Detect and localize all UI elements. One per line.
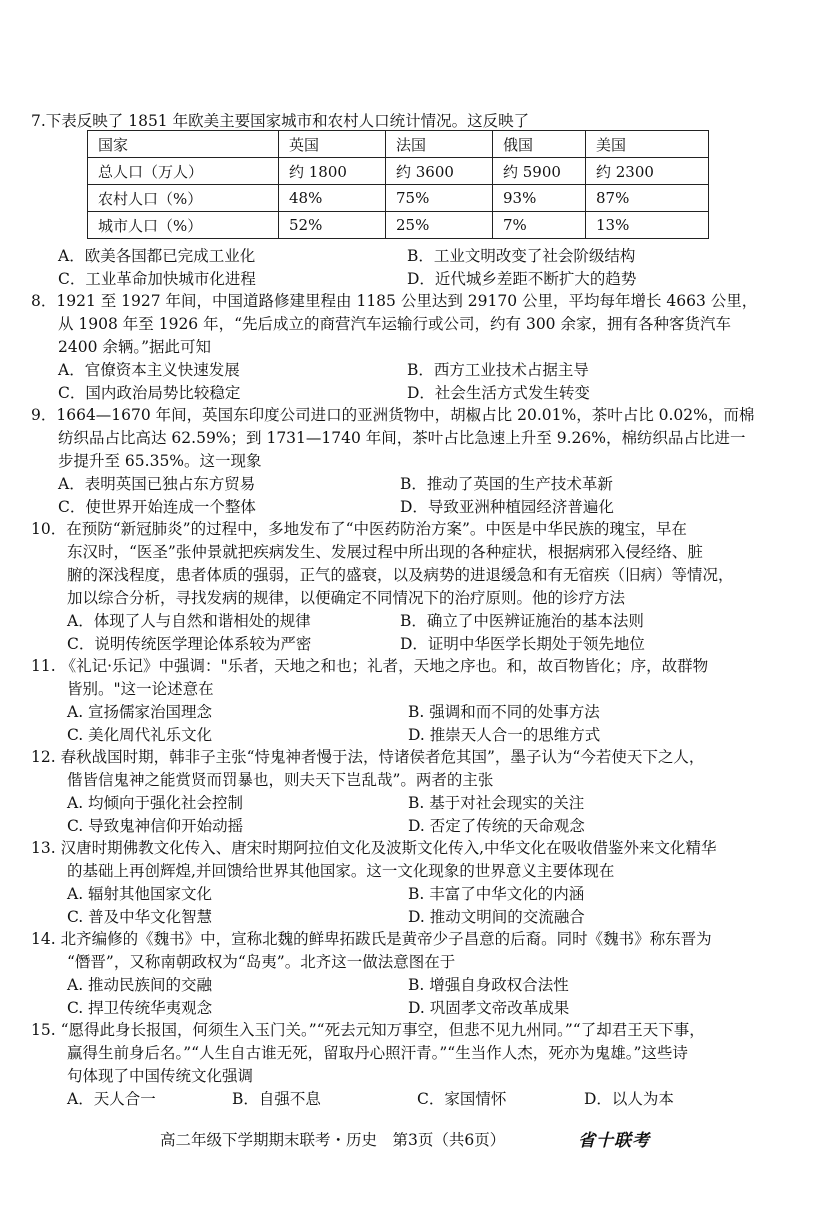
q8-option-d: D．社会生活方式发生转变 (407, 384, 590, 402)
table-cell: 约 3600 (386, 158, 493, 185)
q10-option-b: B．确立了中医辨证施治的基本法则 (400, 612, 644, 630)
table-cell: 法国 (386, 131, 493, 158)
q13-option-d: D. 推动文明间的交流融合 (408, 908, 585, 926)
population-table (87, 130, 709, 239)
q9-line: 步提升至 65.35%。这一现象 (58, 452, 262, 470)
table-header-row (88, 131, 709, 158)
q9-line: 9．1664—1670 年间，英国东印度公司进口的亚洲货物中，胡椒占比 20.01%，茶叶占比 0.02%，而棉 (31, 406, 755, 424)
q15-option-c: C．家国情怀 (417, 1090, 507, 1108)
q10-line: 10．在预防“新冠肺炎”的过程中，多地发布了“中医药防治方案”。中医是中华民族的瑰宝，早在 (31, 520, 687, 538)
q8-line: 8．1921 至 1927 年间，中国道路修建里程由 1185 公里达到 29170 公里，平均每年增长 4663 公里， (31, 292, 758, 310)
q14-option-a: A. 推动民族间的交融 (67, 976, 213, 994)
table-cell: 75% (386, 185, 493, 212)
q14-option-d: D. 巩固孝文帝改革成果 (408, 999, 570, 1017)
table-cell: 25% (386, 212, 493, 239)
table-cell: 约 5900 (493, 158, 586, 185)
q13-option-c: C. 普及中华文化智慧 (67, 908, 213, 926)
table-cell: 7% (493, 212, 586, 239)
q12-option-c: C. 导致鬼神信仰开始动摇 (67, 817, 244, 835)
q8-option-c: C．国内政治局势比较稳定 (58, 384, 241, 402)
q10-option-c: C．说明传统医学理论体系较为严密 (67, 635, 312, 653)
q14-option-b: B. 增强自身政权合法性 (408, 976, 569, 994)
table-cell: 约 2300 (586, 158, 709, 185)
table-cell: 农村人口（%） (88, 185, 279, 212)
q7-option-b: B．工业文明改变了社会阶级结构 (407, 247, 636, 265)
q10-option-d: D．证明中华医学长期处于领先地位 (400, 635, 645, 653)
q11-option-d: D. 推崇天人合一的思维方式 (408, 726, 601, 744)
q12-option-b: B. 基于对社会现实的关注 (408, 794, 585, 812)
q7-option-c: C．工业革命加快城市化进程 (58, 270, 256, 288)
q15-option-a: A．天人合一 (67, 1090, 156, 1108)
q12-option-a: A. 均倾向于强化社会控制 (67, 794, 244, 812)
q13-option-b: B. 丰富了中华文化的内涵 (408, 885, 585, 903)
q8-line: 2400 余辆。”据此可知 (58, 338, 212, 356)
table-cell: 国家 (88, 131, 279, 158)
table-cell: 总人口（万人） (88, 158, 279, 185)
q9-option-c: C．使世界开始连成一个整体 (58, 498, 256, 516)
table-row (88, 185, 709, 212)
table-cell: 城市人口（%） (88, 212, 279, 239)
q8-line: 从 1908 年至 1926 年，“先后成立的商营汽车运输行或公司，约有 300 余家，拥有各种客货汽车 (58, 315, 731, 333)
q15-option-b: B．自强不息 (232, 1090, 321, 1108)
q7-option-d: D．近代城乡差距不断扩大的趋势 (407, 270, 637, 288)
q12-line: 偕皆信鬼神之能赏贤而罚暴也，则夫天下岂乱哉”。两者的主张 (67, 771, 494, 789)
q8-option-a: A．官僚资本主义快速发展 (58, 361, 240, 379)
q9-option-b: B．推动了英国的生产技术革新 (400, 475, 613, 493)
table-cell: 48% (279, 185, 386, 212)
q14-line: “僭晋”，又称南朝政权为“岛夷”。北齐这一做法意图在于 (67, 953, 456, 971)
q13-line: 13. 汉唐时期佛教文化传入、唐宋时期阿拉伯文化及波斯文化传入,中华文化在吸收借鉴外来文化精华 (31, 839, 717, 857)
q13-line: 的基础上再创辉煌,并回馈给世界其他国家。这一文化现象的世界意义主要体现在 (67, 862, 615, 880)
q10-option-a: A．体现了人与自然和谐相处的规律 (67, 612, 311, 630)
q10-line: 加以综合分析，寻找发病的规律，以便确定不同情况下的治疗原则。他的诊疗方法 (67, 589, 626, 607)
table-cell: 13% (586, 212, 709, 239)
table-cell: 美国 (586, 131, 709, 158)
q11-option-c: C. 美化周代礼乐文化 (67, 726, 213, 744)
q10-line: 东汉时，“医圣”张仲景就把疾病发生、发展过程中所出现的各种症状，根据病邪入侵经络、脏 (67, 543, 703, 561)
q14-line: 14. 北齐编修的《魏书》中，宣称北魏的鲜卑拓跋氏是黄帝少子昌意的后裔。同时《魏书》称东晋为 (31, 930, 712, 948)
q12-option-d: D. 否定了传统的天命观念 (408, 817, 585, 835)
q10-line: 腑的深浅程度，患者体质的强弱，正气的盛衰，以及病势的进退缓急和有无宿疾（旧病）等情况， (67, 566, 734, 584)
q15-option-d: D．以人为本 (584, 1090, 674, 1108)
table-cell: 约 1800 (279, 158, 386, 185)
q7-stem: 7.下表反映了 1851 年欧美主要国家城市和农村人口统计情况。这反映了 (31, 112, 530, 130)
q9-option-d: D．导致亚洲种植园经济普遍化 (400, 498, 614, 516)
q13-option-a: A. 辐射其他国家文化 (67, 885, 213, 903)
table-cell: 英国 (279, 131, 386, 158)
table-row (88, 212, 709, 239)
q12-line: 12. 春秋战国时期，韩非子主张“恃鬼神者慢于法，恃诸侯者危其国”，墨子认为“今若使天下之人， (31, 748, 705, 766)
table-cell: 52% (279, 212, 386, 239)
q9-line: 纺织品占比高达 62.59%；到 1731—1740 年间，茶叶占比急速上升至 9.26%，棉纺织品占比进一 (58, 429, 746, 447)
table-cell: 俄国 (493, 131, 586, 158)
table-row (88, 158, 709, 185)
q9-option-a: A．表明英国已独占东方贸易 (58, 475, 256, 493)
page-footer: 高二年级下学期期末联考・历史 第3页（共6页） (160, 1131, 506, 1149)
q15-line: 赢得生前身后名。”“人生自古谁无死，留取丹心照汗青。”“生当作人杰，死亦为鬼雄。”这些诗 (67, 1044, 688, 1062)
table-cell: 93% (493, 185, 586, 212)
q7-option-a: A．欧美各国都已完成工业化 (58, 247, 256, 265)
q8-option-b: B．西方工业技术占据主导 (407, 361, 589, 379)
table-cell: 87% (586, 185, 709, 212)
q11-line: 皆别。"这一论述意在 (67, 680, 214, 698)
q14-option-c: C. 捍卫传统华夷观念 (67, 999, 213, 1017)
q11-line: 11. 《礼记·乐记》中强调："乐者，天地之和也；礼者，天地之序也。和，故百物皆化；序，故群物 (31, 657, 709, 675)
q11-option-b: B. 强调和而不同的处事方法 (408, 703, 600, 721)
q11-option-a: A. 宣扬儒家治国理念 (67, 703, 213, 721)
q15-line: 15. “愿得此身长报国，何须生入玉门关。”“死去元知万事空，但悲不见九州同。”“了却君王天下事， (31, 1021, 705, 1039)
exam-stamp: 省十联考 (578, 1131, 650, 1151)
q15-line: 句体现了中国传统文化强调 (67, 1067, 254, 1085)
